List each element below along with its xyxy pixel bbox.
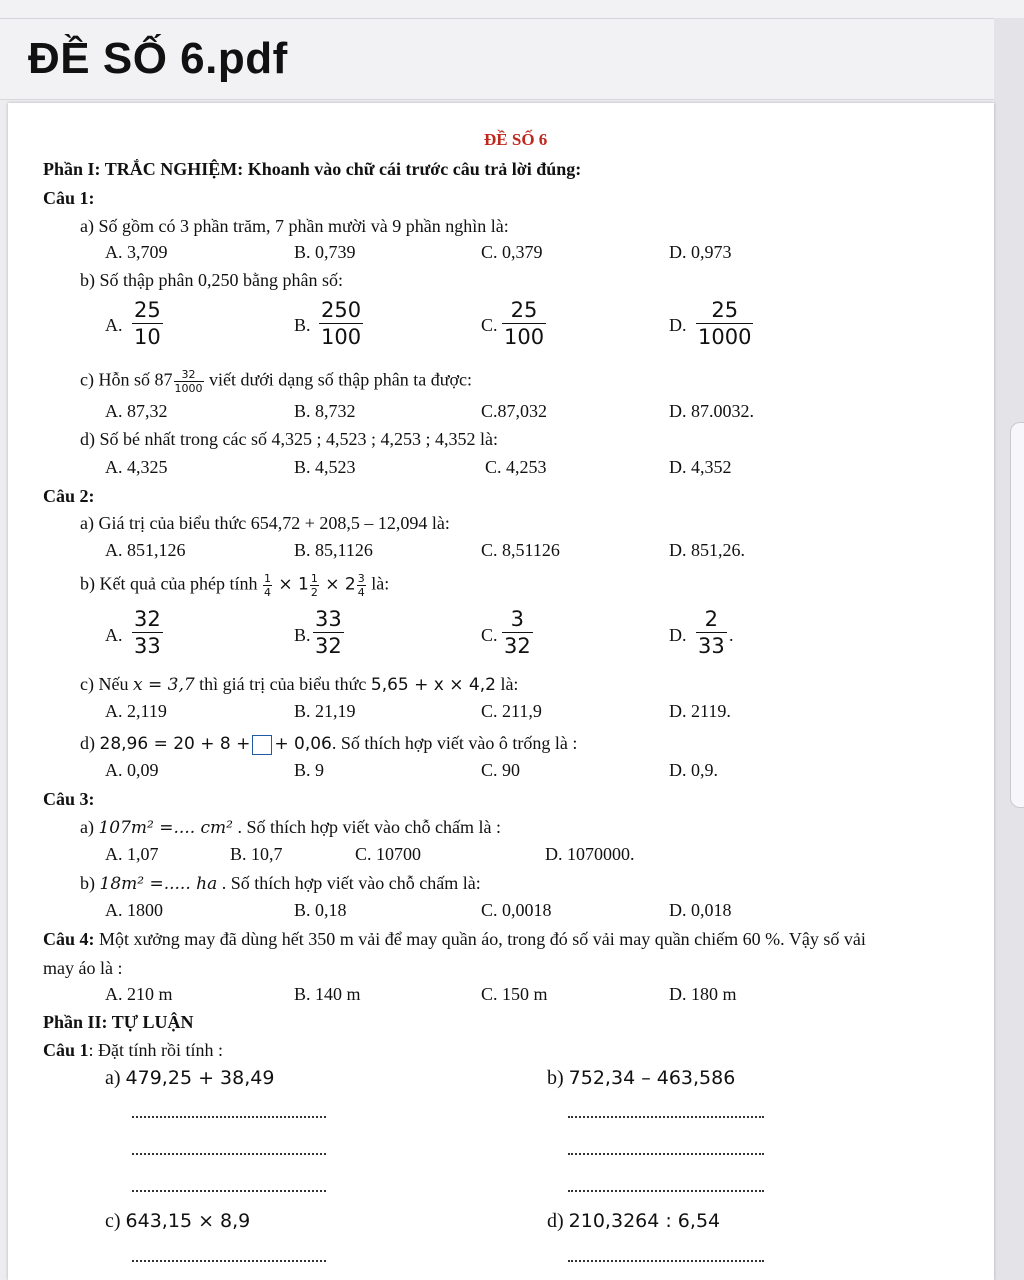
q1b-letter-a: A.	[105, 315, 123, 335]
answer-line	[132, 1260, 326, 1262]
q2b-fraction-b: $\frac{33}{32}$	[315, 607, 342, 658]
q2d-option-a: A. 0,09	[105, 760, 159, 780]
q1d-text: d) Số bé nhất trong các số 4,325 ; 4,523 ; 4,253 ; 4,352 là:	[80, 429, 498, 449]
q1b-fraction-c: $\frac{25}{100}$	[504, 298, 545, 349]
q2d-math-2: + 0,06	[274, 734, 332, 754]
q1c-text-pre: c) Hỗn số 87	[80, 369, 173, 390]
q2a-text-post: là:	[427, 513, 450, 533]
part2-question-1-label: Câu 1	[43, 1040, 89, 1060]
q2d-option-c: C. 90	[481, 760, 521, 780]
q2c-option-a: A. 2,119	[105, 701, 167, 721]
q2b-letter-d: D.	[669, 625, 687, 645]
scroll-handle[interactable]	[1010, 422, 1024, 808]
exercise-d	[547, 1210, 720, 1232]
question-4-body-line2: may áo là :	[43, 958, 123, 978]
exercise-b	[547, 1067, 735, 1089]
q2c-text-post: là:	[495, 674, 519, 694]
exercise-d-expression: 210,3264 : 6,54	[568, 1210, 721, 1232]
q1d-option-d: D. 4,352	[669, 457, 732, 477]
part2-question-1	[43, 1040, 223, 1060]
question-4-body: Một xưởng may đã dùng hết 350 m vải để may quần áo, trong đó số vải may quần chiếm 60 %. Vậy số vải	[94, 929, 866, 949]
q1c-text-post: viết dưới dạng số thập phân ta được:	[204, 369, 472, 390]
q2b-fraction-c: $\frac{3}{32}$	[504, 607, 531, 658]
q3a-text	[80, 817, 501, 838]
q3b-text	[80, 873, 481, 894]
q1a-text: a) Số gồm có 3 phần trăm, 7 phần mười và 9 phần nghìn là:	[80, 216, 509, 236]
part2-heading: Phần II: TỰ LUẬN	[43, 1012, 194, 1032]
q2b-fraction-2: $\frac{1}{2}$	[310, 572, 318, 599]
q1b-letter-c: C.	[481, 315, 498, 335]
blank-box	[252, 735, 272, 755]
answer-line	[568, 1153, 764, 1155]
exercise-a-expression: 479,25 + 38,49	[125, 1067, 275, 1089]
q2a-option-d: D. 851,26.	[669, 540, 745, 560]
exercise-c-label: c)	[105, 1210, 126, 1232]
question-4-text	[43, 929, 866, 949]
q3a-option-c: C. 10700	[355, 844, 422, 864]
q3a-option-d: D. 1070000.	[545, 844, 635, 864]
q3a-option-b: B. 10,7	[230, 844, 283, 864]
q1b-text: b) Số thập phân 0,250 bằng phân số:	[80, 270, 343, 290]
q3a-option-a: A. 1,07	[105, 844, 159, 864]
question-4-label: Câu 4:	[43, 929, 95, 949]
q2a-text-pre: a) Giá trị của biểu thức	[80, 513, 251, 533]
q4-option-b: B. 140 m	[294, 984, 361, 1004]
q2c-option-b: B. 21,19	[294, 701, 356, 721]
exercise-c-expression: 643,15 × 8,9	[125, 1210, 251, 1232]
question-3-label: Câu 3:	[43, 789, 95, 809]
file-title: ĐỀ SỐ 6.pdf	[28, 34, 288, 83]
q1c-option-b: B. 8,732	[294, 401, 356, 421]
q3a-text-pre: a)	[80, 817, 99, 837]
q3b-option-b: B. 0,18	[294, 900, 347, 920]
q2c-text-pre: c) Nếu	[80, 674, 133, 694]
q1b-fraction-d: $\frac{25}{1000}$	[698, 298, 752, 349]
q2d-text-pre: d)	[80, 733, 100, 753]
document-heading: ĐỀ SỐ 6	[484, 130, 548, 149]
exercise-b-expression: 752,34 – 463,586	[568, 1067, 736, 1089]
q3b-text-pre: b)	[80, 873, 100, 893]
q2c-option-d: D. 2119.	[669, 701, 731, 721]
q3b-option-a: A. 1800	[105, 900, 163, 920]
q2b-letter-c: C.	[481, 625, 498, 645]
q2c-option-c: C. 211,9	[481, 701, 542, 721]
q3a-math: 107m² =.... cm²	[98, 818, 233, 838]
q1c-option-a: A. 87,32	[105, 401, 168, 421]
q2c-text	[80, 674, 518, 695]
q2b-trailing-dot: .	[729, 625, 734, 645]
q2c-math-2: 5,65 + x × 4,2	[370, 675, 496, 695]
q2b-times-2: × 2	[319, 574, 356, 595]
q1c-option-c: C.87,032	[481, 401, 548, 421]
answer-line	[132, 1190, 326, 1192]
q2c-math-1: x = 3,7	[132, 675, 195, 695]
q2b-times-1: × 1	[272, 574, 309, 595]
q3b-option-c: C. 0,0018	[481, 900, 552, 920]
q1d-option-b: B. 4,523	[294, 457, 356, 477]
q1b-letter-b: B.	[294, 315, 311, 335]
exercise-d-label: d)	[547, 1210, 569, 1232]
q1c-text	[80, 369, 472, 394]
answer-line	[132, 1116, 326, 1118]
q2b-text-post: là:	[366, 573, 390, 594]
q1b-letter-d: D.	[669, 315, 687, 335]
pdf-page	[8, 103, 994, 1280]
exercise-c	[105, 1210, 250, 1232]
q1c-option-d: D. 87.0032.	[669, 401, 754, 421]
exercise-a	[105, 1067, 274, 1089]
q3b-math: 18m² =..... ha	[99, 874, 218, 894]
q2a-text	[80, 513, 450, 533]
q3b-option-d: D. 0,018	[669, 900, 732, 920]
q2a-option-c: C. 8,51126	[481, 540, 560, 560]
q4-option-d: D. 180 m	[669, 984, 737, 1004]
q3b-text-post: . Số thích hợp viết vào chỗ chấm là:	[217, 873, 481, 893]
answer-line	[568, 1260, 764, 1262]
q2a-option-a: A. 851,126	[105, 540, 186, 560]
question-2-label: Câu 2:	[43, 486, 95, 506]
part1-heading: Phần I: TRẮC NGHIỆM: Khoanh vào chữ cái trước câu trả lời đúng:	[43, 159, 582, 179]
answer-line	[568, 1116, 764, 1118]
q4-option-c: C. 150 m	[481, 984, 548, 1004]
q2b-fraction-3: $\frac{3}{4}$	[357, 572, 365, 599]
q2d-math-1: 28,96 = 20 + 8 +	[99, 734, 251, 754]
q1a-option-c: C. 0,379	[481, 242, 543, 262]
q1d-option-a: A. 4,325	[105, 457, 168, 477]
q2a-expression: 654,72 + 208,5 – 12,094	[250, 513, 428, 533]
q2d-text-post: . Số thích hợp viết vào ô trống là :	[331, 733, 578, 753]
q2c-text-mid: thì giá trị của biểu thức	[194, 674, 371, 694]
q1b-fraction-b: $\frac{250}{100}$	[321, 298, 362, 349]
answer-line	[568, 1190, 764, 1192]
q1a-option-a: A. 3,709	[105, 242, 168, 262]
q1a-option-d: D. 0,973	[669, 242, 732, 262]
question-1-label: Câu 1:	[43, 188, 95, 208]
q1b-fraction-a: $\frac{25}{10}$	[134, 298, 161, 349]
q2b-fraction-d: $\frac{2}{33}$	[698, 607, 725, 658]
q2b-letter-a: A.	[105, 625, 123, 645]
q2b-letter-b: B.	[294, 625, 311, 645]
q2d-option-b: B. 9	[294, 760, 325, 780]
q4-option-a: A. 210 m	[105, 984, 173, 1004]
q2d-text	[80, 733, 577, 755]
q1a-option-b: B. 0,739	[294, 242, 356, 262]
top-divider	[0, 18, 1024, 19]
exercise-a-label: a)	[105, 1067, 126, 1089]
q1c-mixed-fraction: $\frac{32}{1000}$	[174, 368, 203, 395]
q2b-text-pre: b) Kết quả của phép tính	[80, 573, 262, 594]
q3a-text-post: . Số thích hợp viết vào chỗ chấm là :	[233, 817, 501, 837]
q2a-option-b: B. 85,1126	[294, 540, 373, 560]
q2d-option-d: D. 0,9.	[669, 760, 718, 780]
q2b-fraction-1: $\frac{1}{4}$	[263, 572, 271, 599]
exercise-b-label: b)	[547, 1067, 569, 1089]
q2b-text	[80, 573, 389, 598]
title-bar	[0, 0, 1024, 100]
q2b-fraction-a: $\frac{32}{33}$	[134, 607, 161, 658]
answer-line	[132, 1153, 326, 1155]
part2-question-1-text: : Đặt tính rồi tính :	[88, 1040, 224, 1060]
q1d-option-c: C. 4,253	[485, 457, 547, 477]
side-panel	[994, 18, 1024, 1280]
